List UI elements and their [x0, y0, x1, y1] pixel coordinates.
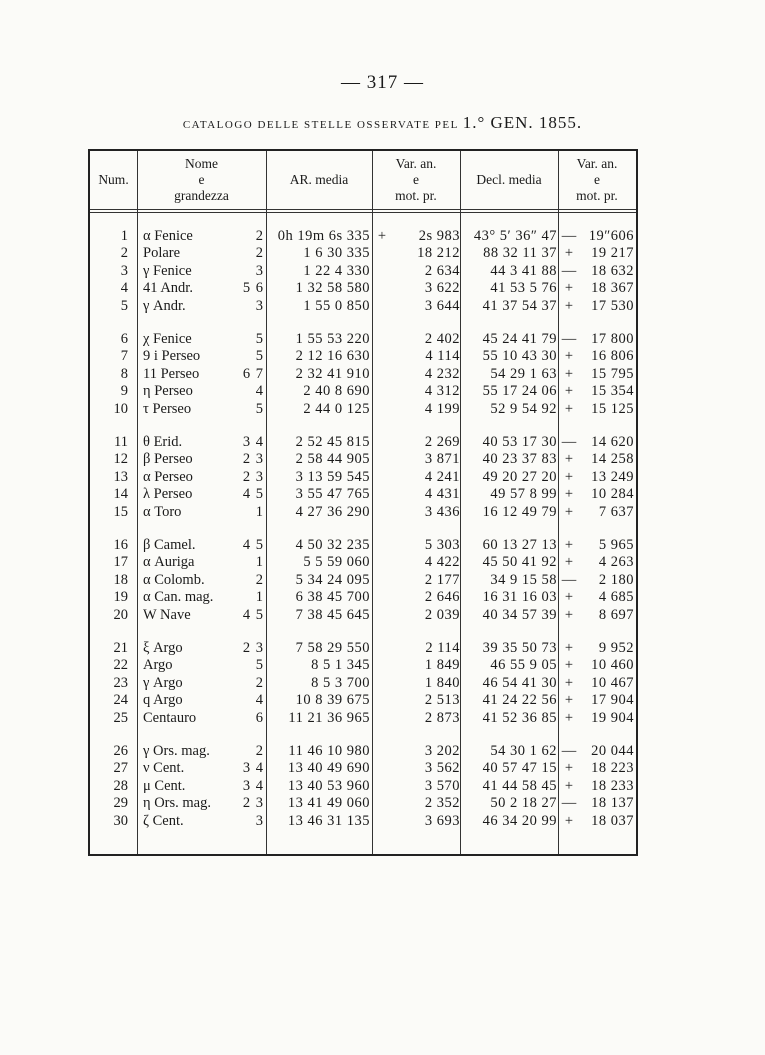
cell-ar: 6 38 45 700 — [295, 589, 370, 606]
table-row — [90, 675, 636, 693]
cell-var2: 19 217 — [591, 245, 634, 262]
cell-var1: 3 622 — [424, 280, 460, 297]
cell-name: λ Perseo — [143, 486, 193, 503]
cell-decl: 39 35 50 73 — [482, 640, 557, 656]
cell-num: 10 — [113, 400, 128, 417]
cell-s2: + — [564, 760, 574, 777]
cell-num: 25 — [113, 709, 128, 726]
cell-num: 20 — [113, 606, 128, 623]
cell-s2: — — [561, 795, 577, 812]
cell-mag: 2 3 — [242, 451, 264, 468]
cell-s2: — — [561, 571, 577, 588]
cell-decl: 16 12 49 79 — [482, 503, 557, 520]
cell-name: γ Andr. — [143, 297, 186, 314]
cell-name: α Colomb. — [143, 571, 205, 588]
table-row — [90, 451, 636, 469]
cell-ar: 5 5 59 060 — [303, 554, 370, 571]
cell-ar: 7 38 45 645 — [295, 606, 370, 623]
cell-decl: 41 44 58 45 — [482, 777, 557, 794]
cell-var1: 4 199 — [424, 400, 460, 417]
cell-mag: 2 3 — [242, 468, 264, 485]
cell-var2: 14 258 — [591, 451, 634, 468]
header-var1 — [372, 151, 460, 209]
cell-num: 16 — [113, 537, 128, 553]
cell-var2: 18 037 — [591, 812, 634, 829]
cell-var2: 18 367 — [591, 280, 634, 297]
cell-name: γ Ors. mag. — [143, 743, 210, 759]
cell-name: 41 Andr. — [143, 280, 193, 297]
cell-mag: 4 5 — [242, 537, 264, 553]
cell-mag: 2 3 — [242, 640, 264, 656]
table-row — [90, 537, 636, 555]
cell-num: 28 — [113, 777, 128, 794]
header-num — [90, 151, 137, 209]
table-row — [90, 607, 636, 625]
cell-mag: 5 — [255, 348, 264, 365]
cell-decl: 46 54 41 30 — [482, 674, 557, 691]
cell-mag: 2 — [255, 743, 264, 759]
cell-var1: 2 513 — [424, 692, 460, 709]
cell-s2: + — [564, 486, 574, 503]
cell-var2: 17 530 — [591, 297, 634, 314]
header-name — [137, 151, 266, 209]
cell-var1: 2 634 — [424, 262, 460, 279]
cell-s2: + — [564, 709, 574, 726]
cell-num: 14 — [113, 486, 128, 503]
cell-ar: 8 5 3 700 — [311, 674, 370, 691]
table-row — [90, 280, 636, 298]
cell-mag: 1 — [255, 554, 264, 571]
cell-decl: 55 10 43 30 — [482, 348, 557, 365]
cell-ar: 1 55 53 220 — [295, 331, 370, 347]
cell-ar: 5 34 24 095 — [295, 571, 370, 588]
cell-s2: + — [564, 657, 574, 674]
cell-num: 24 — [113, 692, 128, 709]
cell-num: 23 — [113, 674, 128, 691]
cell-s2: + — [564, 640, 574, 656]
table-row — [90, 298, 636, 316]
cell-s2: — — [561, 743, 577, 759]
table-row — [90, 572, 636, 590]
cell-num: 4 — [120, 280, 128, 297]
cell-num: 27 — [113, 760, 128, 777]
cell-s2: + — [564, 537, 574, 553]
cell-num: 5 — [120, 297, 128, 314]
cell-name: ξ Argo — [143, 640, 183, 656]
cell-mag: 4 — [255, 383, 264, 400]
header-decl-label: Decl. media — [476, 172, 542, 187]
header-rule — [90, 212, 636, 213]
cell-mag: 3 — [255, 262, 264, 279]
cell-mag: 6 7 — [242, 365, 264, 382]
cell-var1: 4 422 — [424, 554, 460, 571]
cell-name: Polare — [143, 245, 181, 262]
table-row — [90, 331, 636, 349]
cell-decl: 55 17 24 06 — [482, 383, 557, 400]
table-row — [90, 469, 636, 487]
header-ar-label: AR. media — [289, 172, 349, 187]
cell-decl: 44 3 41 88 — [490, 262, 557, 279]
cell-var2: 18 137 — [591, 795, 634, 812]
cell-var2: 2 180 — [598, 571, 634, 588]
cell-name: α Toro — [143, 503, 182, 520]
cell-name: β Perseo — [143, 451, 193, 468]
cell-var2: 4 685 — [598, 589, 634, 606]
cell-ar: 13 46 31 135 — [287, 812, 370, 829]
cell-var2: 13 249 — [591, 468, 634, 485]
cell-var2: 10 467 — [591, 674, 634, 691]
cell-num: 18 — [113, 571, 128, 588]
cell-ar: 4 50 32 235 — [295, 537, 370, 553]
cell-num: 9 — [120, 383, 128, 400]
cell-decl: 40 23 37 83 — [482, 451, 557, 468]
catalog-caption — [0, 113, 765, 133]
cell-ar: 2 12 16 630 — [295, 348, 370, 365]
cell-num: 13 — [113, 468, 128, 485]
caption-date: 1.° GEN. 1855. — [462, 113, 583, 132]
cell-mag: 2 — [255, 228, 264, 244]
cell-ar: 13 40 49 690 — [287, 760, 370, 777]
cell-s2: — — [561, 262, 577, 279]
cell-var2: 17 800 — [591, 331, 634, 347]
cell-name: 11 Perseo — [143, 365, 200, 382]
cell-mag: 3 — [255, 297, 264, 314]
cell-ar: 1 6 30 335 — [303, 245, 370, 262]
header-var2-line1: Var. an. — [576, 156, 618, 171]
cell-mag: 3 4 — [242, 760, 264, 777]
cell-var1: 3 562 — [424, 760, 460, 777]
cell-name: α Fenice — [143, 228, 193, 244]
cell-ar: 4 27 36 290 — [295, 503, 370, 520]
cell-s2: + — [564, 606, 574, 623]
cell-var2: 16 806 — [591, 348, 634, 365]
cell-decl: 46 55 9 05 — [490, 657, 557, 674]
cell-var2: 18 233 — [591, 777, 634, 794]
cell-s1: + — [377, 228, 387, 244]
table-row — [90, 778, 636, 796]
cell-mag: 5 6 — [242, 280, 264, 297]
cell-name: η Ors. mag. — [143, 795, 211, 812]
cell-var2: 14 620 — [591, 434, 634, 450]
cell-ar: 13 40 53 960 — [287, 777, 370, 794]
cell-name: ζ Cent. — [143, 812, 184, 829]
cell-ar: 3 55 47 765 — [295, 486, 370, 503]
table-row — [90, 657, 636, 675]
cell-var1: 3 693 — [424, 812, 460, 829]
cell-var1: 2 269 — [424, 434, 460, 450]
cell-num: 19 — [113, 589, 128, 606]
header-num-label: Num. — [98, 172, 129, 187]
header-ar — [266, 151, 372, 209]
cell-s2: + — [564, 468, 574, 485]
cell-var1: 2 177 — [424, 571, 460, 588]
cell-var2: 8 697 — [598, 606, 634, 623]
cell-s2: + — [564, 348, 574, 365]
cell-var1: 1 840 — [424, 674, 460, 691]
cell-ar: 1 22 4 330 — [303, 262, 370, 279]
table-row — [90, 504, 636, 522]
cell-num: 11 — [114, 434, 128, 450]
cell-name: α Perseo — [143, 468, 193, 485]
cell-var2: 7 637 — [598, 503, 634, 520]
cell-var1: 2 873 — [424, 709, 460, 726]
cell-decl: 40 57 47 15 — [482, 760, 557, 777]
cell-mag: 2 3 — [242, 795, 264, 812]
cell-ar: 2 52 45 815 — [295, 434, 370, 450]
cell-var2: 10 284 — [591, 486, 634, 503]
cell-var1: 3 644 — [424, 297, 460, 314]
cell-var2: 18 632 — [591, 262, 634, 279]
cell-mag: 4 — [255, 692, 264, 709]
cell-ar: 0h 19m 6s 335 — [277, 228, 370, 244]
header-decl — [460, 151, 558, 209]
cell-mag: 2 — [255, 674, 264, 691]
cell-mag: 5 — [255, 400, 264, 417]
cell-s2: + — [564, 554, 574, 571]
table-row — [90, 813, 636, 831]
cell-mag: 3 4 — [242, 777, 264, 794]
cell-ar: 2 44 0 125 — [303, 400, 370, 417]
cell-name: β Camel. — [143, 537, 196, 553]
cell-name: γ Fenice — [143, 262, 192, 279]
header-name-line1: Nome — [185, 156, 218, 171]
cell-name: 9 i Perseo — [143, 348, 201, 365]
cell-s2: + — [564, 297, 574, 314]
cell-var1: 5 303 — [424, 537, 460, 553]
cell-decl: 41 52 36 85 — [482, 709, 557, 726]
header-var1-line3: mot. pr. — [395, 188, 437, 203]
cell-mag: 2 — [255, 571, 264, 588]
cell-var1: 4 241 — [424, 468, 460, 485]
cell-var1: 4 312 — [424, 383, 460, 400]
table-row — [90, 228, 636, 246]
cell-decl: 88 32 11 37 — [483, 245, 557, 262]
header-var2-line3: mot. pr. — [576, 188, 618, 203]
cell-s2: + — [564, 365, 574, 382]
cell-ar: 2 58 44 905 — [295, 451, 370, 468]
cell-decl: 45 24 41 79 — [482, 331, 557, 347]
cell-mag: 3 — [255, 812, 264, 829]
cell-name: η Perseo — [143, 383, 193, 400]
cell-name: Centauro — [143, 709, 197, 726]
cell-var1: 2s 983 — [418, 228, 460, 244]
cell-num: 2 — [120, 245, 128, 262]
cell-var1: 4 114 — [425, 348, 460, 365]
table-row — [90, 692, 636, 710]
cell-s2: + — [564, 503, 574, 520]
page-number: — 317 — — [341, 72, 424, 93]
cell-decl: 40 34 57 39 — [482, 606, 557, 623]
table-row — [90, 640, 636, 658]
cell-var2: 9 952 — [598, 640, 634, 656]
cell-num: 30 — [113, 812, 128, 829]
table-row — [90, 383, 636, 401]
cell-var2: 19 904 — [591, 709, 634, 726]
cell-var1: 18 212 — [417, 245, 460, 262]
star-catalog-table — [88, 149, 638, 856]
cell-name: γ Argo — [143, 674, 183, 691]
cell-num: 3 — [120, 262, 128, 279]
cell-mag: 6 — [255, 709, 264, 726]
table-row — [90, 760, 636, 778]
table-row — [90, 366, 636, 384]
cell-var1: 3 871 — [424, 451, 460, 468]
cell-decl: 60 13 27 13 — [482, 537, 557, 553]
cell-decl: 34 9 15 58 — [490, 571, 557, 588]
table-row — [90, 245, 636, 263]
cell-decl: 54 30 1 62 — [490, 743, 557, 759]
cell-decl: 40 53 17 30 — [482, 434, 557, 450]
cell-mag: 4 5 — [242, 486, 264, 503]
caption-text: CATALOGO DELLE STELLE OSSERVATE PEL — [182, 119, 459, 131]
header-rule — [90, 209, 636, 210]
cell-name: α Can. mag. — [143, 589, 214, 606]
table-row — [90, 263, 636, 281]
cell-var2: 20 044 — [591, 743, 634, 759]
cell-var2: 17 904 — [591, 692, 634, 709]
cell-decl: 54 29 1 63 — [490, 365, 557, 382]
cell-var1: 1 849 — [424, 657, 460, 674]
table-row — [90, 401, 636, 419]
table-row — [90, 743, 636, 761]
cell-var1: 2 402 — [424, 331, 460, 347]
cell-ar: 11 46 10 980 — [288, 743, 370, 759]
cell-ar: 2 32 41 910 — [295, 365, 370, 382]
table-row — [90, 710, 636, 728]
cell-name: χ Fenice — [143, 331, 192, 347]
cell-decl: 50 2 18 27 — [490, 795, 557, 812]
cell-decl: 16 31 16 03 — [482, 589, 557, 606]
cell-var1: 3 570 — [424, 777, 460, 794]
cell-decl: 43° 5′ 36″ 47 — [473, 228, 557, 244]
cell-var1: 4 431 — [424, 486, 460, 503]
cell-s2: — — [561, 228, 577, 244]
cell-s2: + — [564, 245, 574, 262]
cell-ar: 3 13 59 545 — [295, 468, 370, 485]
cell-num: 12 — [113, 451, 128, 468]
cell-ar: 7 58 29 550 — [295, 640, 370, 656]
cell-var2: 15 125 — [591, 400, 634, 417]
table-row — [90, 795, 636, 813]
table-row — [90, 486, 636, 504]
cell-name: τ Perseo — [143, 400, 192, 417]
cell-name: q Argo — [143, 692, 183, 709]
cell-mag: 2 — [255, 245, 264, 262]
cell-ar: 11 21 36 965 — [288, 709, 370, 726]
table-row — [90, 348, 636, 366]
cell-s2: + — [564, 383, 574, 400]
cell-num: 21 — [113, 640, 128, 656]
cell-s2: + — [564, 777, 574, 794]
cell-mag: 5 — [255, 331, 264, 347]
header-name-line2: e — [198, 172, 205, 187]
cell-var2: 10 460 — [591, 657, 634, 674]
cell-decl: 45 50 41 92 — [482, 554, 557, 571]
cell-num: 15 — [113, 503, 128, 520]
header-var1-line2: e — [413, 172, 419, 187]
cell-name: ν Cent. — [143, 760, 185, 777]
cell-num: 8 — [120, 365, 128, 382]
cell-decl: 41 53 5 76 — [490, 280, 557, 297]
cell-s2: + — [564, 674, 574, 691]
cell-decl: 52 9 54 92 — [490, 400, 557, 417]
cell-num: 17 — [113, 554, 128, 571]
cell-var2: 15 354 — [591, 383, 634, 400]
header-name-line3: grandezza — [174, 188, 229, 203]
cell-name: θ Erid. — [143, 434, 183, 450]
cell-ar: 1 55 0 850 — [303, 297, 370, 314]
cell-name: α Auriga — [143, 554, 195, 571]
cell-name: W Nave — [143, 606, 191, 623]
cell-var1: 2 352 — [424, 795, 460, 812]
cell-var1: 2 114 — [425, 640, 460, 656]
cell-var1: 2 646 — [424, 589, 460, 606]
cell-ar: 2 40 8 690 — [303, 383, 370, 400]
cell-mag: 1 — [255, 589, 264, 606]
cell-s2: + — [564, 589, 574, 606]
header-var2-line2: e — [594, 172, 600, 187]
cell-decl: 49 20 27 20 — [482, 468, 557, 485]
table-row — [90, 589, 636, 607]
cell-name: μ Cent. — [143, 777, 186, 794]
table-row — [90, 554, 636, 572]
cell-s2: + — [564, 451, 574, 468]
cell-decl: 41 37 54 37 — [482, 297, 557, 314]
cell-var1: 4 232 — [424, 365, 460, 382]
cell-num: 7 — [120, 348, 128, 365]
cell-ar: 8 5 1 345 — [311, 657, 370, 674]
cell-num: 6 — [120, 331, 128, 347]
cell-ar: 1 32 58 580 — [295, 280, 370, 297]
cell-ar: 13 41 49 060 — [287, 795, 370, 812]
cell-ar: 10 8 39 675 — [295, 692, 370, 709]
cell-decl: 41 24 22 56 — [482, 692, 557, 709]
cell-decl: 49 57 8 99 — [490, 486, 557, 503]
header-var1-line1: Var. an. — [395, 156, 437, 171]
cell-var2: 19″606 — [588, 228, 634, 244]
cell-var2: 18 223 — [591, 760, 634, 777]
cell-mag: 1 — [255, 503, 264, 520]
cell-var1: 3 436 — [424, 503, 460, 520]
cell-name: Argo — [143, 657, 173, 674]
header-var2 — [558, 151, 636, 209]
cell-num: 22 — [113, 657, 128, 674]
cell-s2: — — [561, 434, 577, 450]
cell-s2: + — [564, 812, 574, 829]
cell-var2: 15 795 — [591, 365, 634, 382]
cell-mag: 5 — [255, 657, 264, 674]
cell-num: 26 — [113, 743, 128, 759]
cell-s2: + — [564, 280, 574, 297]
cell-mag: 3 4 — [242, 434, 264, 450]
cell-decl: 46 34 20 99 — [482, 812, 557, 829]
cell-num: 1 — [120, 228, 128, 244]
cell-var1: 3 202 — [424, 743, 460, 759]
cell-var1: 2 039 — [424, 606, 460, 623]
cell-s2: — — [561, 331, 577, 347]
table-row — [90, 434, 636, 452]
cell-var2: 5 965 — [598, 537, 634, 553]
cell-s2: + — [564, 692, 574, 709]
cell-mag: 4 5 — [242, 606, 264, 623]
cell-var2: 4 263 — [598, 554, 634, 571]
cell-s2: + — [564, 400, 574, 417]
cell-num: 29 — [113, 795, 128, 812]
